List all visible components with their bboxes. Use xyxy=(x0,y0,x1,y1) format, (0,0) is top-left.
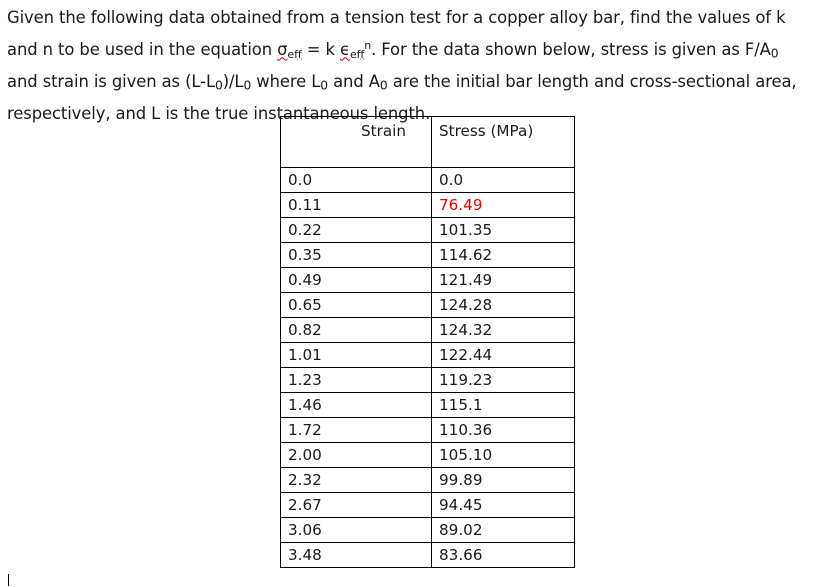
strain-cell: 3.48 xyxy=(281,543,432,568)
stress-cell: 114.62 xyxy=(432,243,575,268)
strain-cell: 2.67 xyxy=(281,493,432,518)
sigma-char: σ xyxy=(277,39,288,59)
line3-d: and A xyxy=(327,72,380,92)
stress-cell: 124.32 xyxy=(432,318,575,343)
table-row xyxy=(281,493,575,518)
epsilon-char: ϵ xyxy=(340,39,350,59)
eff-subscript-2: eff xyxy=(349,47,365,61)
strain-cell: 2.00 xyxy=(281,443,432,468)
strain-cell: 0.49 xyxy=(281,268,432,293)
exponent-n: n xyxy=(364,38,372,52)
problem-line-3 xyxy=(7,68,815,100)
zero-subscript: 0 xyxy=(243,78,252,93)
strain-cell: 1.01 xyxy=(281,343,432,368)
stress-cell: 121.49 xyxy=(432,268,575,293)
zero-subscript: 0 xyxy=(770,46,779,61)
strain-cell: 0.11 xyxy=(281,193,432,218)
stress-cell: 83.66 xyxy=(432,543,575,568)
zero-subscript: 0 xyxy=(379,78,388,93)
table-row xyxy=(281,393,575,418)
epsilon-eff-symbol xyxy=(340,40,364,59)
strain-cell: 0.35 xyxy=(281,243,432,268)
stress-cell: 0.0 xyxy=(432,168,575,193)
problem-line-4: respectively, and L is the true instantaneous length. xyxy=(7,104,431,124)
problem-line-1: Given the following data obtained from a tension test for a copper alloy bar, find the values of k xyxy=(7,8,786,27)
strain-cell: 1.72 xyxy=(281,418,432,443)
strain-cell: 0.82 xyxy=(281,318,432,343)
stress-cell: 94.45 xyxy=(432,493,575,518)
stress-cell: 99.89 xyxy=(432,468,575,493)
table-row xyxy=(281,343,575,368)
strain-cell: 0.22 xyxy=(281,218,432,243)
table-row xyxy=(281,268,575,293)
table-row xyxy=(281,218,575,243)
header-strain: Strain xyxy=(281,117,432,168)
stress-cell: 119.23 xyxy=(432,368,575,393)
stress-cell: 110.36 xyxy=(432,418,575,443)
strain-cell: 1.46 xyxy=(281,393,432,418)
header-stress: Stress (MPa) xyxy=(432,117,575,168)
eff-subscript: eff xyxy=(287,47,302,61)
strain-cell: 1.23 xyxy=(281,368,432,393)
sigma-eff-symbol xyxy=(277,40,302,59)
strain-stress-table xyxy=(280,116,575,568)
stress-cell: 105.10 xyxy=(432,443,575,468)
table-row xyxy=(281,318,575,343)
strain-cell: 0.65 xyxy=(281,293,432,318)
line3-e: are the initial bar length and cross-sectional area, xyxy=(387,72,797,92)
table-row xyxy=(281,543,575,568)
problem-line-2 xyxy=(7,32,815,69)
strain-cell: 0.0 xyxy=(281,168,432,193)
table-row xyxy=(281,368,575,393)
table-row xyxy=(281,418,575,443)
line3-a: and strain is given as (L-L xyxy=(7,72,215,92)
stress-cell: 76.49 xyxy=(432,193,575,218)
strain-cell: 2.32 xyxy=(281,468,432,493)
table-row xyxy=(281,293,575,318)
table-row xyxy=(281,443,575,468)
line3-c: where L xyxy=(251,72,321,92)
table-row xyxy=(281,468,575,493)
stress-cell: 122.44 xyxy=(432,343,575,368)
line2-tail: . For the data shown below, stress is given as F/A xyxy=(371,39,771,59)
stress-cell: 101.35 xyxy=(432,218,575,243)
stress-cell: 124.28 xyxy=(432,293,575,318)
table-header-row xyxy=(281,117,575,168)
table-row xyxy=(281,193,575,218)
problem-statement xyxy=(7,4,815,128)
equation-middle: = k xyxy=(301,39,340,59)
strain-cell: 3.06 xyxy=(281,518,432,543)
table-row xyxy=(281,518,575,543)
stress-cell: 89.02 xyxy=(432,518,575,543)
line3-b: )/L xyxy=(222,72,244,92)
line2-text: and n to be used in the equation xyxy=(7,39,278,59)
stress-cell: 115.1 xyxy=(432,393,575,418)
zero-subscript: 0 xyxy=(214,78,223,93)
table-row xyxy=(281,243,575,268)
table-row xyxy=(281,168,575,193)
zero-subscript: 0 xyxy=(320,78,328,93)
text-cursor xyxy=(8,574,9,586)
